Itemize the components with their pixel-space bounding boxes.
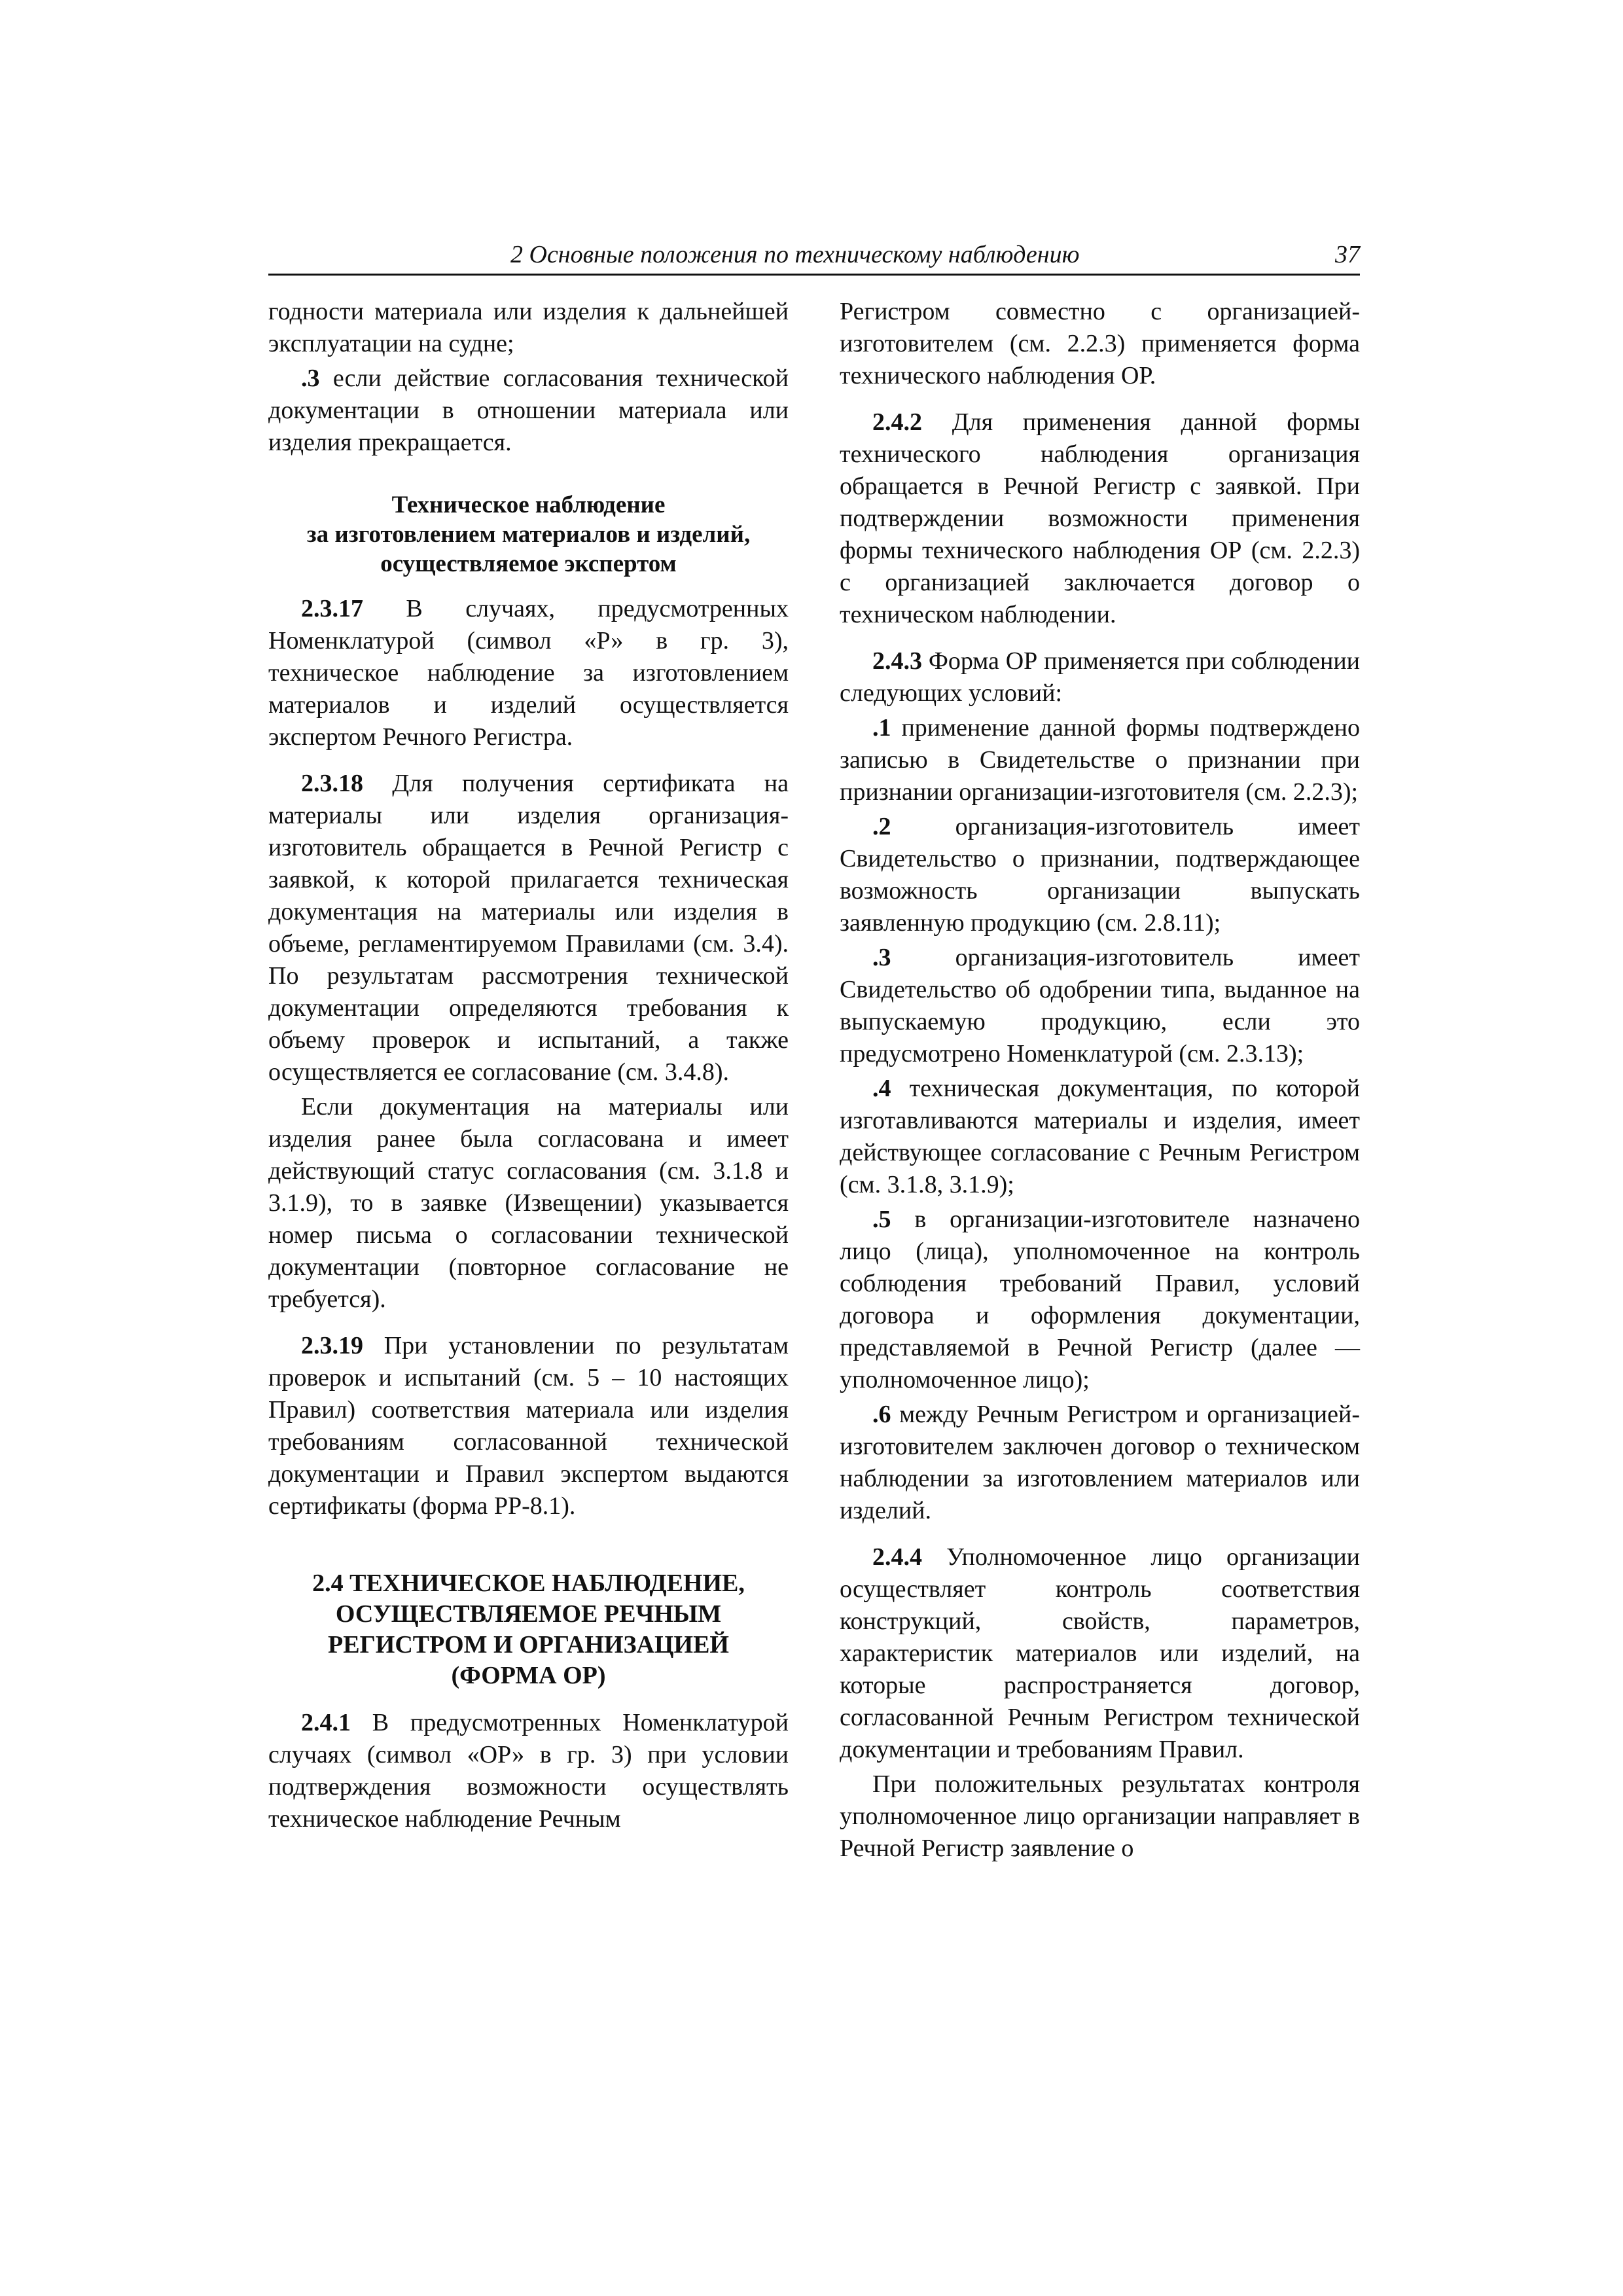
clause-number: 2.3.18 (301, 770, 363, 797)
item-number: .2 (872, 813, 891, 840)
section-title: 2.4 ТЕХНИЧЕСКОЕ НАБЛЮДЕНИЕ, ОСУЩЕСТВЛЯЕМОЕ РЕЧНЫМ РЕГИСТРОМ И ОРГАНИЗАЦИЕЙ (ФОРМА ОР) (312, 1570, 745, 1689)
page-number: 37 (1335, 241, 1360, 268)
item-number: .5 (872, 1206, 891, 1233)
clause-number: 2.4.3 (872, 647, 922, 675)
paragraph: Если документация на материалы или изделия ранее была согласована и имеет действующий статус согласования (см. 3.1.8 и 3.1.9), то в заявке (Извещении) указывается номер письма о согласовании технической документации (повторное согласование не требуется). (268, 1093, 789, 1313)
paragraph: При положительных результатах контроля уполномоченное лицо организации направляет в Речной Регистр заявление о (840, 1770, 1360, 1862)
paragraph-2-4-3: 2.4.3 Форма ОР применяется при соблюдении следующих условий: (840, 647, 1360, 707)
paragraph-2-4-2: 2.4.2 Для применения данной формы технического наблюдения организация обращается в Речной Регистр с заявкой. При подтверждении возможности применения формы технического наблюдения ОР (см. 2.2.3) с организацией заключается договор о техническом наблюдении. (840, 408, 1360, 628)
list-item: .3 если действие согласования технической документации в отношении материала или изделия прекращается. (268, 365, 789, 456)
right-column (840, 296, 1360, 1865)
list-item: .3 организация-изготовитель имеет Свидетельство об одобрении типа, выданное на выпускаемую продукцию, если это предусмотрено Номенклатурой (см. 2.3.13); (840, 944, 1360, 1067)
item-number: .6 (872, 1401, 891, 1428)
item-number: .4 (872, 1075, 891, 1102)
list-item: .5 в организации-изготовителе назначено лицо (лица), уполномоченное на контроль соблюдения требований Правил, условий договора и оформления документации, представляемой в Речной Регистр (далее — уполномоченное лицо); (840, 1206, 1360, 1393)
clause-number: 2.4.1 (301, 1709, 351, 1736)
list-item: .2 организация-изготовитель имеет Свидетельство о признании, подтверждающее возможность организации выпускать заявленную продукцию (см. 2.8.11); (840, 813, 1360, 937)
paragraph-2-4-1: 2.4.1 В предусмотренных Номенклатурой случаях (символ «ОР» в гр. 3) при условии подтверждения возможности осуществлять техническое наблюдение Речным (268, 1709, 789, 1833)
clause-number: 2.4.2 (872, 408, 922, 436)
clause-number: 2.3.17 (301, 595, 363, 622)
subsection-heading: Техническое наблюдение за изготовлением материалов и изделий, осуществляемое экспертом (306, 492, 751, 577)
left-column (268, 296, 789, 1835)
paragraph-2-4-4: 2.4.4 Уполномоченное лицо организации осуществляет контроль соответствия конструкций, свойств, параметров, характеристик материалов или изделий, на которые распространяется договор, согласованной Речным Регистром технической документации и требованиям Правил. (840, 1543, 1360, 1763)
item-number: .3 (872, 944, 891, 971)
paragraph: Регистром совместно с организацией-изготовителем (см. 2.2.3) применяется форма технического наблюдения ОР. (840, 298, 1360, 389)
paragraph: годности материала или изделия к дальнейшей эксплуатации на судне; (268, 298, 789, 357)
list-item: .4 техническая документация, по которой изготавливаются материалы и изделия, имеет действующее согласование с Речным Регистром (см. 3.1.8, 3.1.9); (840, 1075, 1360, 1198)
page-header (268, 236, 1360, 276)
paragraph-2-3-18: 2.3.18 Для получения сертификата на материалы или изделия организация-изготовитель обращается в Речной Регистр с заявкой, к которой прилагается техническая документация на материалы или изделия в объеме, регламентируемом Правилами (см. 3.4). По результатам рассмотрения технической документации определяются требования к объему проверок и испытаний, а также осуществляется ее согласование (см. 3.4.8). (268, 770, 789, 1086)
item-number: .3 (301, 365, 320, 392)
item-number: .1 (872, 714, 891, 742)
list-item: .6 между Речным Регистром и организацией-изготовителем заключен договор о техническом наблюдении за изготовлением материалов или изделий. (840, 1401, 1360, 1524)
running-title: 2 Основные положения по техническому наблюдению (510, 241, 1080, 268)
list-item: .1 применение данной формы подтверждено записью в Свидетельстве о признании при признании организации-изготовителя (см. 2.2.3); (840, 714, 1360, 806)
clause-number: 2.3.19 (301, 1332, 363, 1359)
paragraph-2-3-19: 2.3.19 При установлении по результатам проверок и испытаний (см. 5 – 10 настоящих Правил) соответствия материала или изделия требованиям согласованной технической документации и Правил экспертом выдаются сертификаты (форма РР-8.1). (268, 1332, 789, 1520)
paragraph-2-3-17: 2.3.17 В случаях, предусмотренных Номенклатурой (символ «Р» в гр. 3), техническое наблюдение за изготовлением материалов и изделий осуществляется экспертом Речного Регистра. (268, 595, 789, 751)
clause-number: 2.4.4 (872, 1543, 922, 1571)
